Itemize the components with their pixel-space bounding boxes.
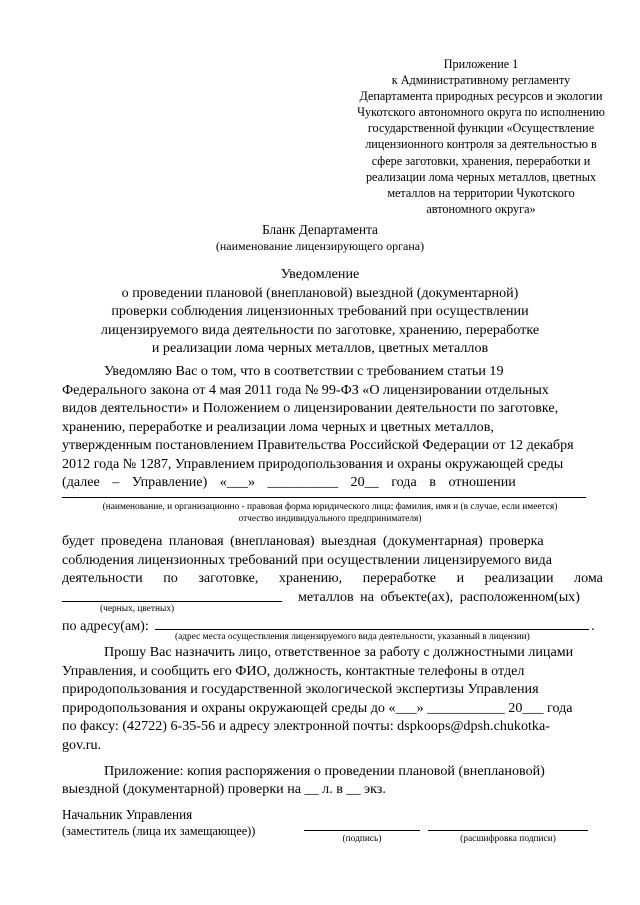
paragraph-line: по факсу: (42722) 6-35-56 и адресу электронной почты: dspkoops@dpsh.chukotka-: [62, 718, 550, 734]
appendix-line: Приложение 1: [443, 57, 519, 71]
notice-line: и реализации лома черных металлов, цветных металлов: [151, 340, 489, 357]
appendix-line: к Административному регламенту: [391, 73, 571, 88]
appendix-line: Чукотского автономного округа по исполнению: [357, 105, 605, 120]
address-label: по адресу(ам):: [62, 618, 149, 634]
paragraph-line: природопользования и государственной экологической экспертизы Управления: [62, 681, 539, 697]
paragraph-line: (далее – Управление) «___» __________ 20__ года в отношении: [62, 474, 516, 490]
caption-address: (адрес места осуществления лицензируемого вида деятельности, указанный в лицензии): [175, 632, 530, 642]
notice-line: проверки соблюдения лицензионных требований при осуществлении: [111, 303, 529, 320]
notice-line: лицензируемого вида деятельности по заготовке, хранению, переработке: [100, 321, 540, 338]
appendix-line: металлов на территории Чукотского: [387, 185, 575, 200]
signature-subtitle: (заместитель (лица их замещающее)): [62, 824, 256, 838]
caption-name: (расшифровка подписи): [460, 834, 556, 844]
signature-title: Начальник Управления: [62, 807, 193, 822]
paragraph-line: gov.ru.: [62, 737, 102, 753]
appendix-line: реализации лома черных металлов, цветных: [365, 169, 597, 184]
paragraph-line: Федерального закона от 4 мая 2011 года № 99-ФЗ «О лицензировании отдельных: [62, 382, 549, 398]
paragraph-line: Уведомляю Вас о том, что в соответствии с требованием статьи 19: [104, 363, 504, 379]
address-end: .: [591, 618, 595, 634]
paragraph-line: металлов на объекте(ах), расположенном(ых): [298, 589, 580, 605]
name-underline: [428, 830, 588, 831]
caption-entity: отчество индивидуального предпринимателя): [238, 514, 422, 524]
signature-underline: [304, 830, 420, 831]
blank-underline: [62, 497, 586, 498]
paragraph-line: деятельности по заготовке, хранению, переработке и реализации лома: [62, 570, 603, 586]
paragraph-line-justified: [62, 418, 610, 437]
blank-subtitle: (наименование лицензирующего органа): [215, 239, 425, 253]
appendix-line: лицензионного контроля за деятельностью в: [365, 137, 597, 152]
paragraph-line: соблюдения лицензионных требований при осуществлении лицензируемого вида: [62, 552, 552, 568]
appendix-line: Департамента природных ресурсов и экологии: [359, 89, 603, 104]
appendix-line: государственной функции «Осуществление: [367, 121, 595, 136]
paragraph-line: Приложение: копия распоряжения о проведении плановой (внеплановой): [104, 763, 545, 779]
paragraph-line: 2012 года № 1287, Управлением природопользования и охраны окружающей среды: [62, 456, 564, 472]
paragraph-line: видов деятельности» и Положением о лицензировании деятельности по заготовке,: [62, 400, 559, 416]
paragraph-line: Управления, и сообщить его ФИО, должность, контактные телефоны в отдел: [62, 663, 525, 679]
notice-title: Уведомление: [280, 266, 360, 282]
caption-metals: (черных, цветных): [100, 604, 175, 614]
caption-signature: (подпись): [342, 834, 382, 844]
blank-title: Бланк Департамента: [262, 222, 378, 237]
caption-entity: (наименование, и организационно - правовая форма юридического лица; фамилия, имя и (в случае, если имеется): [102, 502, 558, 512]
paragraph-line: Прошу Вас назначить лицо, ответственное за работу с должностными лицами: [104, 644, 574, 660]
paragraph-line: утвержденным постановлением Правительства Российской Федерации от 12 декабря: [62, 437, 574, 453]
blank-underline-metals: [62, 601, 282, 602]
paragraph-line: природопользования и охраны окружающей среды до «___» ___________ 20___ года: [62, 700, 573, 716]
paragraph-line: выездной (документарной) проверки на __ л. в __ экз.: [62, 781, 386, 797]
paragraph-line: хранению, переработке и реализации лома черных и цветных металлов,: [62, 419, 494, 435]
paragraph-line: будет проведена плановая (внеплановая) выездная (документарная) проверка: [62, 533, 544, 549]
address-underline: [155, 629, 589, 630]
appendix-line: автономного округа»: [426, 201, 536, 216]
appendix-line: сфере заготовки, хранения, переработки и: [371, 153, 591, 168]
appendix-block: [328, 56, 634, 217]
notice-title-block: [0, 265, 640, 358]
notice-line: о проведении плановой (внеплановой) выездной (документарной): [121, 284, 519, 301]
